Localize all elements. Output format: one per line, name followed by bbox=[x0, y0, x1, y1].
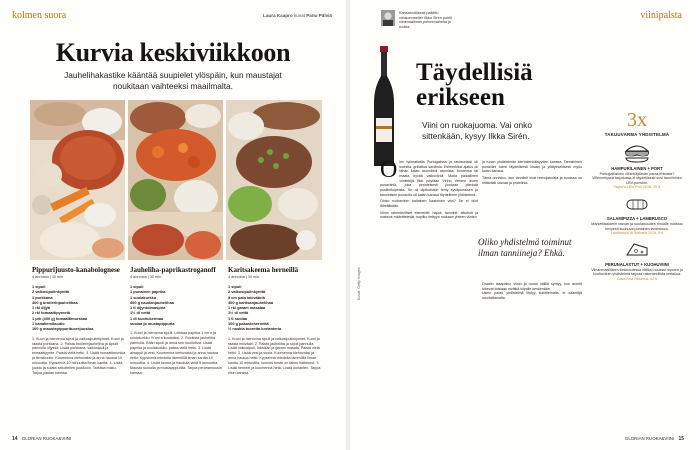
ingredient: 1 sipuli bbox=[130, 284, 144, 289]
ingredient: 1 sipuli bbox=[32, 284, 46, 289]
recipe-portion: 4 annosta | 30 min bbox=[130, 275, 162, 279]
title-line-1: Täydellisiä bbox=[416, 59, 533, 86]
body-paragraph: Tämä onnistuu, kun tanniinit ovat hienojakoisia ja ruoassa on riittävästi rasvaa ja proteiinia. bbox=[482, 175, 582, 185]
recipe-photos bbox=[30, 100, 322, 260]
ingredient: 400 g naudanjauhelihaa bbox=[130, 299, 174, 305]
right-page bbox=[350, 0, 696, 450]
recipe-portion: 4 annosta | 30 min bbox=[228, 275, 260, 279]
folio-left bbox=[12, 436, 71, 442]
recipe-portion: 4 annosta | 30 min bbox=[32, 275, 64, 279]
dropcap: O bbox=[380, 157, 398, 183]
pairing-text: Viinanmaitillisten keskuudessa hittiksi noussut sipsien ja kuohuviinin yhdistelmä tarjoaa rakenteellista vertailua. bbox=[591, 267, 683, 277]
page-title: Kurvia keskiviikkoon bbox=[55, 38, 291, 67]
pairing-title: PERUNALASTUT + KUOHUVIINI bbox=[605, 261, 669, 267]
pairing-wine: Lambrusco di Sorbara 2019, 9 € bbox=[610, 231, 664, 236]
recipe-method: 1. Kuori ja hienonna sipuli. Leikkaa paprika 1 cm:n ja suolakurkku ½ cm:n kuutioiksi. 2. Ruskista jauheliha pannulla. Kääri sipuli ja anna sen kuullottua. Lisää paprika ja suolakurkku, paista vielä hetki. 3. Lisää ainapyö ja vesi. Kuumenna kiehuvaksi ja anna hautua hetki. Kypsennä miedolla lämmöllä ilman kantta 10 minuuttia. 4. Lisää kerma ja hauduta vielä 5 minuuttia. Mausta suolalla ja mustapippurilla. Tarjoa perunamuusin kanssa. bbox=[130, 331, 222, 375]
ingredient: ½ nuskia tuoretta korianteria bbox=[228, 326, 282, 332]
keema-photo bbox=[226, 100, 322, 260]
recipe-title: Karitsakeema herneillä bbox=[228, 266, 299, 274]
recipe-title: Pippurijuusto-kanabolognese bbox=[32, 266, 120, 274]
recipe-title: Jauheliha-paprikastroganoff bbox=[130, 266, 216, 274]
credits-author: Laura Kaapro bbox=[263, 13, 293, 18]
ingredient: 1 porkkana bbox=[32, 294, 53, 300]
pairing-sidebar bbox=[590, 110, 684, 282]
ingredient-list bbox=[32, 284, 126, 332]
pairing-title: SALAMIPIZZA + LAMBRUSCO bbox=[607, 215, 667, 221]
ingredient: 1 rkl garam masalaa bbox=[228, 305, 266, 311]
recipe-stroganoff bbox=[130, 266, 224, 376]
body-paragraph: Oloko ruokaviinin kaltainen kaatoinen viini? Se ei ollut lähelläkään. bbox=[380, 199, 478, 208]
recipe-method: 1. Kuori ja hienonna sipuli ja valkosipulinkynnet. Kuori ja raasta porkkana. 2. Paista broilerinjauheliha ja sipulit pannulla öljyssä. Lisää porkkana, valkosipuli ja tomaattipyree. Paista vielä hetki. 3. Lisää tomaattimurska ja liemikuutio. Kuumenna kiehuvaksi ja anna hautua 10 minuuttia. Kypsennä 10 minuuttia ilman kantta. 4. Lisää juusto ja sulata sekoitellen joukkoon. Tarkista maku. Tarjoa pastan kanssa. bbox=[32, 336, 126, 376]
article-title bbox=[416, 60, 533, 110]
section-tag: kolmen suora bbox=[12, 10, 67, 21]
pairing-title: HAMPURILAINEN + PORT bbox=[611, 165, 663, 171]
deck-text: Jauhelihakastike kääntää suupielet ylöspäin, kun maustajat noukitaan vaihteeksi maailmalta. bbox=[64, 70, 282, 91]
recipe-bolognese bbox=[32, 266, 126, 376]
body-column-2-continued bbox=[482, 282, 582, 301]
ingredient-list bbox=[130, 284, 224, 326]
ingredient: 100 g pakasteherneitä bbox=[228, 321, 269, 327]
pull-quote: Oliko yhdistelmä toiminut ilman tanniineja? Ehkä. bbox=[478, 237, 572, 258]
ingredient: 2 valkosipulinkynttä bbox=[228, 289, 266, 295]
pairing-wine: Cava Brut Reserva, 12 € bbox=[616, 276, 658, 281]
photo-credits bbox=[263, 13, 332, 18]
title-line-2: erikseen bbox=[416, 84, 505, 111]
column-tag: viinipalsta bbox=[640, 10, 682, 21]
ingredient: 1 tl suolaa bbox=[228, 315, 248, 321]
body-paragraph: Viinin rakenteelliset elementit: hapot, tanniinit, alkoholi ja makeus määrittelevät, sopiiko tiettyyn ruokaan yhteen viinien bbox=[380, 210, 478, 220]
cheese-icon bbox=[624, 241, 650, 259]
ingredient: 400 g broilerinjauhelihaa bbox=[32, 299, 78, 305]
wine-bottle-icon bbox=[372, 46, 396, 166]
ingredient: 400 g karitsanjauhelihaa bbox=[228, 299, 273, 305]
ingredient: 1 prk (400 g) tomaattimurskaa bbox=[32, 315, 88, 321]
article-lede: Viini on ruokajuoma. Vai onko sittenkään, kysyy Ilkka Sirén. bbox=[422, 120, 533, 141]
credits-photographer: Panu Pälviä bbox=[306, 13, 332, 18]
photo-credit: Kuvat: Getty Images bbox=[357, 267, 361, 300]
bolognese-photo bbox=[30, 100, 125, 260]
sidebar-multiplier: 3x bbox=[627, 109, 647, 131]
page-number: 15 bbox=[678, 436, 684, 442]
credits-role: kuvat bbox=[293, 13, 305, 18]
burger-icon bbox=[624, 143, 650, 163]
ingredient: 1 sipuli bbox=[228, 284, 242, 289]
ingredient: suolaa ja mustapippuria bbox=[130, 321, 175, 327]
ingredient: 1 tl öljyntoimaspria bbox=[130, 305, 166, 311]
ingredient: 1½ dl vettä bbox=[130, 310, 151, 316]
author-bio: Kansanvälisesti palkittu viinisommelier Ilkka Sirén pohtii viinimaailman puheenaiheita ja ruokia. bbox=[399, 11, 452, 29]
body-column-1 bbox=[380, 157, 478, 222]
stroganoff-photo bbox=[128, 100, 223, 260]
page-number: 14 bbox=[12, 436, 18, 442]
recipe-keema bbox=[228, 266, 322, 376]
body-paragraph: len työmatkalla Portugalissa ja tastaselaisi uli tuorstia, grillattua sardiinia. Esimerkiksi ajatus oli tähän kalan aromikkiä aromista, kuorensa tai maata hyvää valkoviiniä. Mutta paikallinen viinitekijä fiksi pöytään Vinho Verden aluen punaviiniä, joka perinteisesti juodaan pienistä posliinikupeista. Se oli läpikotoisin lehty syväpunaisen ja tanniinisen punaviini oli kalan kanssa täydellinen yhdistelmä. bbox=[380, 160, 478, 197]
body-paragraph: Oraalin tasapaino viinin ja ruoan välillä syntyy, kun aromit tukevat toisiaan eivätkä kilpaile keskenään. bbox=[482, 282, 582, 291]
sidebar-heading: TAKUUVARMA YHDISTELMÄ bbox=[604, 132, 670, 137]
ingredient: 1 rkl öljyä bbox=[32, 305, 50, 311]
sausage-icon bbox=[624, 195, 650, 213]
author-photo bbox=[381, 10, 395, 26]
body-paragraph: Usein paras yhdistelmä löytyy kokeilemalla, ei sääntöjä noudattamalla. bbox=[482, 291, 582, 300]
magazine-name: GLORIAN RUOKA&VIINI bbox=[624, 436, 675, 441]
body-column-2 bbox=[482, 160, 582, 187]
folio-right bbox=[625, 436, 684, 442]
left-page bbox=[0, 0, 346, 450]
ingredient: 1 kanaliemikuutio bbox=[32, 321, 65, 327]
ingredient: 2 valkosipulinkynttä bbox=[32, 289, 70, 295]
ingredient: 100 g maustepippurituorejuustoa bbox=[32, 326, 94, 332]
ingredient: 1½ dl vettä bbox=[228, 310, 249, 316]
ingredient: 5 cm pala inkivääriä bbox=[228, 294, 265, 300]
magazine-name: GLORIAN RUOKA&VIINI bbox=[21, 436, 72, 441]
ingredient: 1 suolakurkku bbox=[130, 294, 157, 300]
pairing-wine: Taylor's LBV Port 2018, 20 € bbox=[613, 185, 661, 190]
ingredient: 1 dl kuohukermaa bbox=[130, 315, 164, 321]
recipe-method: 1. Kuori ja hienonna sipuli ja valkosipulinkynnet. Kuori ja raasta inkivääri. 2. Paista jauheliha ja sipuli pannulla. Lisää valkosipuli, inkivääri ja garam masala. Paista vielä hetki. 3. Lisää vesi ja suola. Kuumenna kiehuvaksi ja anna hautua hetki. Kypsennä miedolla lämmöllä ilman kantta 10 minuuttia, kunnes neste on lähes haihtunut. 3. Lisää herneet ja kuumenna hetki. Lisää korianteri. Tarjoa riisin kanssa. bbox=[228, 336, 321, 376]
pairing-text: Markettisalamin rasvan ja suolaisuuden rinnalle maistuu kevyesti kuohuva punainen lambrusco. bbox=[591, 221, 683, 231]
body-paragraph: ja ruoan yhdistelmän kiertokenkäisyyden kanssa. Tanniininen punaviini toimii täydellisesti lihaan ja yllätyksellisesti myös kalan kanssa. bbox=[482, 160, 582, 174]
ingredient: 1 punainen paprika bbox=[130, 289, 166, 295]
ingredient: 2 rkl tomaattipyreetä bbox=[32, 310, 71, 316]
pairing-text: Portugalilainen viininkäytävän paras ehtoista? Villennetyssä tarjoilussa ei täydellisesti sovi tanniininen LBV-portviini. bbox=[592, 171, 682, 185]
ingredient-list bbox=[228, 284, 322, 332]
